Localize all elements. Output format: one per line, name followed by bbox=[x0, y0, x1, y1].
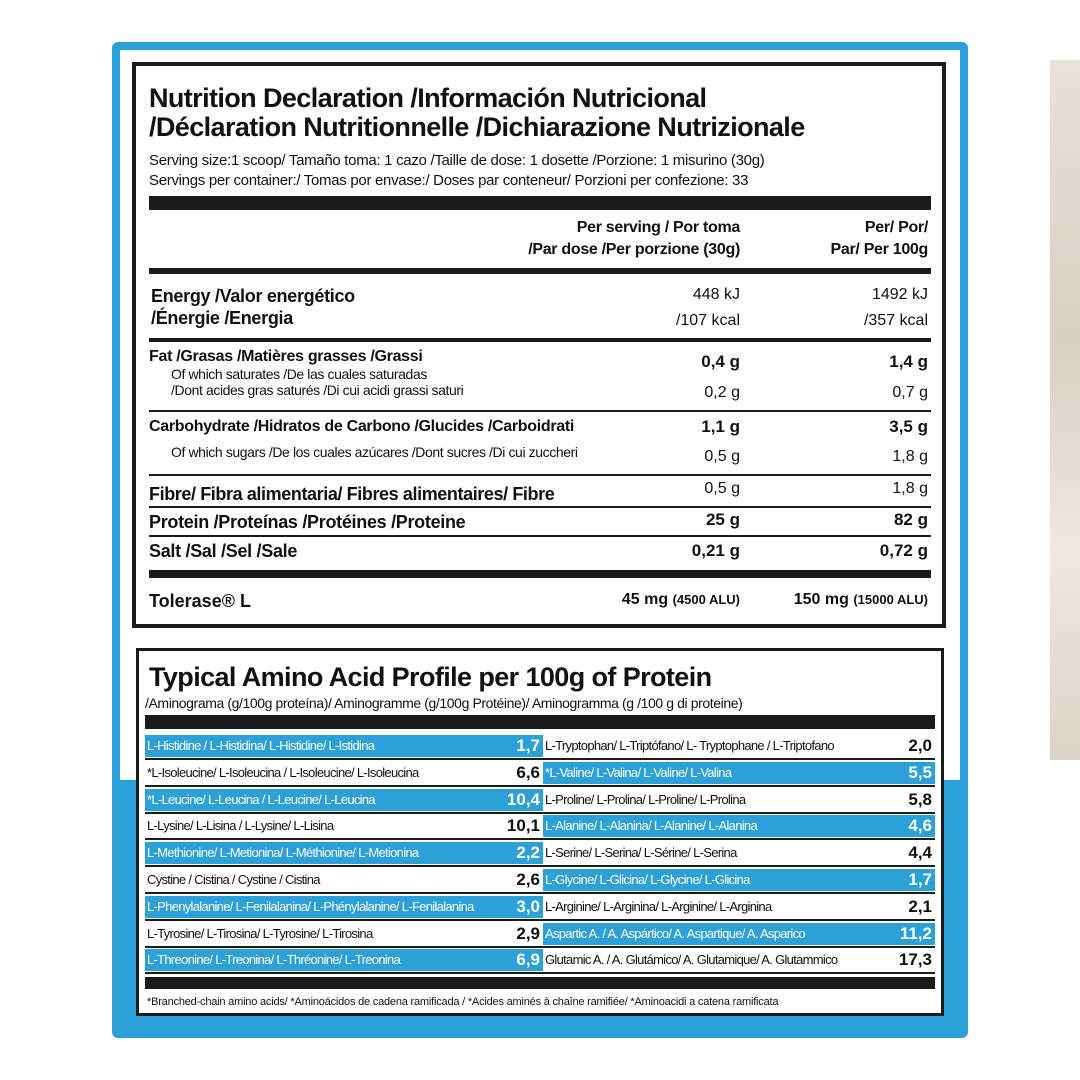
amino-row bbox=[139, 949, 939, 973]
amino-cell-right bbox=[543, 869, 935, 891]
amino-acid-value: 6,9 bbox=[516, 950, 540, 970]
amino-row bbox=[139, 762, 939, 786]
amino-cell-left bbox=[145, 949, 543, 971]
amino-acid-value: 2,0 bbox=[908, 736, 932, 755]
amino-row-underline bbox=[543, 812, 935, 814]
tolerase-serving-mg: 45 mg bbox=[621, 591, 669, 608]
amino-acid-value: 2,2 bbox=[516, 843, 540, 863]
amino-cell-left bbox=[145, 869, 543, 891]
energy-label-line1: Energy /Valor energético bbox=[151, 286, 355, 306]
tolerase-label: Tolerase® L bbox=[149, 591, 251, 611]
sugars-per100: 1,8 g bbox=[892, 448, 928, 465]
carbohydrate-label: Carbohydrate /Hidratos de Carbono /Glucides /Carboidrati bbox=[149, 418, 575, 435]
amino-header-bar bbox=[145, 715, 935, 729]
amino-footnote: *Branched-chain amino acids/ *Aminoácidos de cadena ramificada / *Acides aminés à chaîne ramifiée/ *Aminoacidi a catena ramificata bbox=[147, 996, 779, 1008]
amino-acid-value: 17,3 bbox=[898, 950, 932, 970]
amino-acid-value: 5,8 bbox=[908, 789, 932, 809]
amino-acid-name: L-Tyrosine/ L-Tirosina/ L-Tyrosine/ L-Tirosina bbox=[147, 925, 373, 941]
amino-row-underline bbox=[145, 919, 543, 921]
amino-cell-right bbox=[543, 949, 935, 971]
amino-acid-name: L-Arginine/ L-Arginina/ L-Arginine/ L-Arginina bbox=[545, 898, 772, 914]
amino-cell-right bbox=[543, 789, 935, 811]
amino-acid-value: 10,1 bbox=[506, 816, 540, 836]
amino-cell-right bbox=[543, 923, 935, 945]
amino-cell-left bbox=[145, 789, 543, 811]
amino-cell-right bbox=[543, 842, 935, 864]
amino-row-underline bbox=[543, 865, 935, 867]
amino-acid-name: L-Methionine/ L-Metionina/ L-Méthionine/ L-Metionina bbox=[147, 845, 419, 861]
amino-row bbox=[139, 869, 939, 893]
fibre-divider bbox=[149, 506, 931, 508]
carb-divider bbox=[149, 474, 931, 476]
serving-header-line2: /Par dose /Per porzione (30g) bbox=[528, 241, 740, 258]
amino-acid-name: *L-Valine/ L-Valina/ L-Valine/ L-Valina bbox=[545, 764, 732, 780]
amino-acid-name: Aspartic A. / A. Aspártico/ A. Aspartique/ A. Asparico bbox=[545, 925, 805, 941]
salt-label: Salt /Sal /Sel /Sale bbox=[149, 541, 298, 561]
amino-cell-left bbox=[145, 815, 543, 837]
amino-row-underline bbox=[543, 785, 935, 787]
amino-row-underline bbox=[145, 758, 543, 760]
amino-acid-value: 5,5 bbox=[908, 762, 932, 782]
amino-row-underline bbox=[145, 892, 543, 894]
fat-label: Fat /Grasas /Matières grasses /Grassi bbox=[149, 348, 423, 365]
amino-row bbox=[139, 896, 939, 920]
energy-per100-kcal: /357 kcal bbox=[863, 312, 928, 329]
amino-row-underline bbox=[145, 838, 543, 840]
amino-row-underline bbox=[543, 972, 935, 974]
amino-acid-value: 10,4 bbox=[506, 789, 540, 809]
fibre-serving: 0,5 g bbox=[704, 480, 740, 497]
amino-subtitle: /Aminograma (g/100g proteína)/ Aminogramme (g/100g Protéine)/ Aminogramma (g /100 g di proteine) bbox=[145, 695, 743, 711]
nutrition-title-line1: Nutrition Declaration /Información Nutricional bbox=[149, 83, 707, 113]
amino-cell-left bbox=[145, 762, 543, 784]
carbohydrate-serving: 1,1 g bbox=[701, 417, 740, 436]
energy-per100-kj: 1492 kJ bbox=[871, 286, 928, 303]
amino-acid-value: 4,6 bbox=[908, 816, 932, 836]
amino-acid-value: 6,6 bbox=[516, 762, 540, 782]
saturates-per100: 0,7 g bbox=[892, 384, 928, 401]
energy-serving-kcal: /107 kcal bbox=[675, 312, 740, 329]
fibre-per100: 1,8 g bbox=[892, 480, 928, 497]
protein-divider bbox=[149, 535, 931, 537]
salt-divider bbox=[149, 570, 931, 578]
protein-serving: 25 g bbox=[705, 510, 740, 529]
amino-acid-value: 4,4 bbox=[908, 843, 932, 863]
nutrition-declaration-box bbox=[132, 62, 946, 628]
nutrition-title-line2: /Déclaration Nutritionnelle /Dichiarazione Nutrizionale bbox=[149, 112, 805, 142]
amino-row-underline bbox=[145, 972, 543, 974]
per100-header-line2: Par/ Per 100g bbox=[830, 241, 928, 258]
fibre-label: Fibre/ Fibra alimentaria/ Fibres alimentaires/ Fibre bbox=[149, 484, 555, 504]
amino-acid-name: L-Serine/ L-Serina/ L-Sérine/ L-Serina bbox=[545, 845, 737, 861]
sugars-serving: 0,5 g bbox=[704, 448, 740, 465]
amino-acid-value: 2,1 bbox=[908, 896, 932, 916]
amino-acid-name: L-Glycine/ L-Glicina/ L-Glycine/ L-Glicina bbox=[545, 872, 750, 887]
amino-row bbox=[139, 842, 939, 866]
amino-row-underline bbox=[543, 892, 935, 894]
energy-label-line2: /Énergie /Energia bbox=[151, 308, 293, 328]
amino-acid-name: L-Lysine/ L-Lisina / L-Lysine/ L-Lisina bbox=[147, 818, 334, 834]
amino-acid-value: 1,7 bbox=[516, 736, 540, 755]
amino-row-underline bbox=[543, 919, 935, 921]
amino-acid-name: L-Tryptophan/ L-Triptófano/ L- Tryptophane / L-Triptofano bbox=[545, 738, 834, 753]
amino-acid-profile-box bbox=[136, 648, 944, 1016]
amino-row-underline bbox=[543, 946, 935, 948]
saturates-label-line2: /Dont acides gras saturés /Di cui acidi grassi saturi bbox=[171, 382, 464, 398]
amino-cell-right bbox=[543, 896, 935, 918]
header-divider bbox=[149, 268, 931, 274]
salt-per100: 0,72 g bbox=[879, 541, 928, 560]
amino-acid-value: 1,7 bbox=[908, 870, 932, 889]
carbohydrate-per100: 3,5 g bbox=[889, 417, 928, 436]
fat-per100: 1,4 g bbox=[889, 352, 928, 371]
amino-row bbox=[139, 923, 939, 947]
protein-per100: 82 g bbox=[893, 510, 928, 529]
thick-divider bbox=[149, 196, 931, 210]
amino-row-underline bbox=[543, 758, 935, 760]
amino-row bbox=[139, 789, 939, 813]
fat-divider bbox=[149, 410, 931, 412]
tolerase-serving bbox=[622, 591, 740, 609]
amino-acid-name: L-Histidine / L-Histidina/ L-Histidine/ L-Istidina bbox=[147, 738, 375, 753]
amino-cell-right bbox=[543, 762, 935, 784]
amino-footer-bar bbox=[145, 977, 935, 989]
protein-label: Protein /Proteínas /Protéines /Proteine bbox=[149, 512, 466, 532]
amino-cell-left bbox=[145, 842, 543, 864]
amino-row-underline bbox=[543, 838, 935, 840]
amino-acid-name: L-Threonine/ L-Treonina/ L-Thréonine/ L-Treonina bbox=[147, 952, 401, 968]
amino-acid-name: L-Alanine/ L-Alanina/ L-Alanine/ L-Alanina bbox=[545, 818, 757, 834]
amino-title: Typical Amino Acid Profile per 100g of Protein bbox=[149, 662, 712, 692]
amino-row-underline bbox=[145, 812, 543, 814]
tolerase-per100-mg: 150 mg bbox=[793, 591, 849, 608]
amino-acid-name: L-Phenylalanine/ L-Fenilalanina/ L-Phénylalanine/ L-Fenilalanina bbox=[147, 898, 474, 914]
amino-acid-name: Glutamic A. / A. Glutámico/ A. Glutamique/ A. Glutammico bbox=[545, 952, 838, 968]
per100-header-line1: Per/ Por/ bbox=[864, 219, 928, 236]
amino-cell-right bbox=[543, 815, 935, 837]
amino-acid-value: 2,9 bbox=[516, 923, 540, 943]
serving-header-line1: Per serving / Por toma bbox=[576, 219, 740, 236]
amino-acid-name: *L-Leucine/ L-Leucina / L-Leucine/ L-Leucina bbox=[147, 791, 375, 807]
amino-row bbox=[139, 735, 939, 759]
tolerase-serving-alu: (4500 ALU) bbox=[672, 592, 740, 607]
amino-row-underline bbox=[145, 865, 543, 867]
amino-acid-name: Cystine / Cistina / Cystine / Cistina bbox=[147, 872, 320, 887]
energy-serving-kj: 448 kJ bbox=[692, 286, 740, 303]
amino-acid-value: 11,2 bbox=[899, 923, 932, 943]
sugars-label: Of which sugars /De los cuales azúcares /Dont sucres /Di cui zuccheri bbox=[171, 444, 578, 460]
amino-acid-value: 2,6 bbox=[516, 870, 540, 889]
amino-row bbox=[139, 815, 939, 839]
amino-acid-name: L-Proline/ L-Prolina/ L-Proline/ L-Prolina bbox=[545, 791, 746, 807]
amino-cell-left bbox=[145, 923, 543, 945]
amino-cell-left bbox=[145, 896, 543, 918]
amino-row-underline bbox=[145, 785, 543, 787]
tolerase-per100 bbox=[794, 591, 928, 609]
salt-serving: 0,21 g bbox=[691, 541, 740, 560]
amino-acid-name: *L-Isoleucine/ L-Isoleucina / L-Isoleucine/ L-Isoleucina bbox=[147, 764, 419, 780]
amino-cell-left bbox=[145, 735, 543, 757]
serving-size: Serving size:1 scoop/ Tamaño toma: 1 cazo /Taille de dose: 1 dosette /Porzione: 1 misurino (30g) bbox=[149, 152, 765, 169]
amino-acid-value: 3,0 bbox=[516, 896, 540, 916]
saturates-label-line1: Of which saturates /De las cuales saturadas bbox=[171, 366, 427, 382]
amino-row-underline bbox=[145, 946, 543, 948]
saturates-serving: 0,2 g bbox=[704, 384, 740, 401]
tolerase-per100-alu: (15000 ALU) bbox=[853, 592, 928, 607]
energy-divider bbox=[149, 338, 931, 342]
amino-cell-right bbox=[543, 735, 935, 757]
servings-per-container: Servings per container:/ Tomas por envase:/ Doses par conteneur/ Porzioni per confezione: 33 bbox=[149, 172, 749, 189]
background-photo-edge bbox=[1050, 60, 1080, 760]
fat-serving: 0,4 g bbox=[701, 352, 740, 371]
